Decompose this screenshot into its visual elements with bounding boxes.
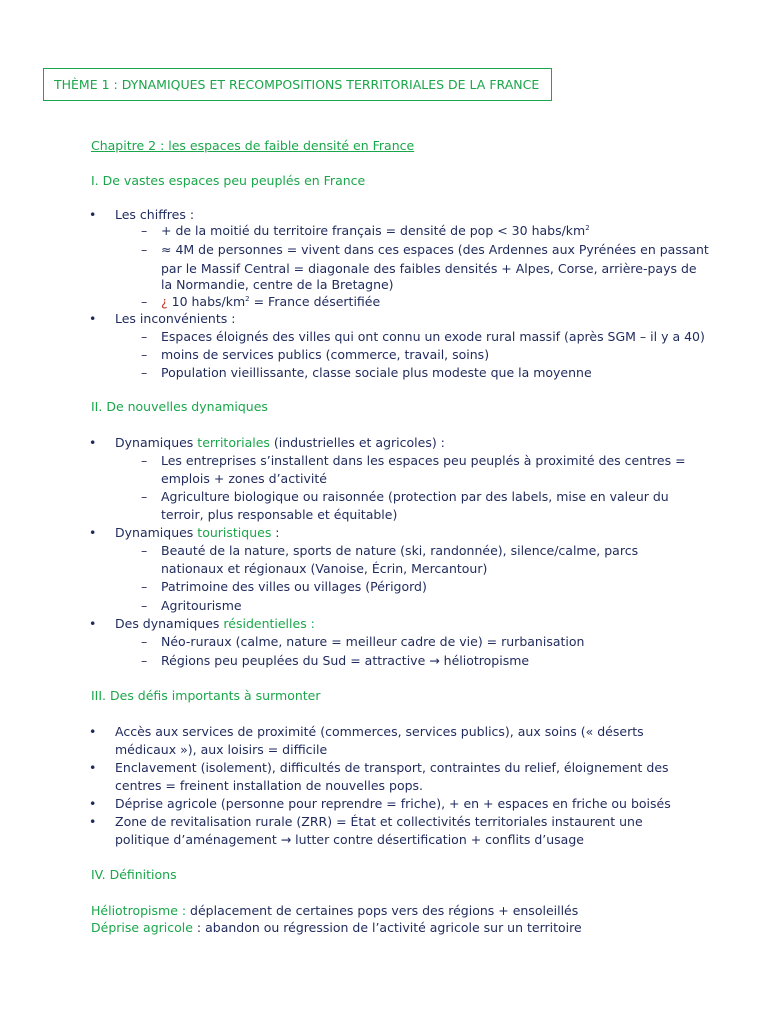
inconvenient-1: – Espaces éloignés des villes qui ont connu un exode rural massif (après SGM – il y a 40) bbox=[161, 328, 705, 346]
dyn-3-prefix: Des dynamiques bbox=[115, 616, 224, 631]
dyn-2-item-1-line-2: nationaux et régionaux (Vanoise, Écrin, Mercantour) bbox=[161, 561, 488, 576]
dyn-3-item-1: – Néo-ruraux (calme, nature = meilleur cadre de vie) = rurbanisation bbox=[161, 633, 584, 651]
dyn-2-item-3: – Agritourisme bbox=[161, 597, 242, 615]
definition-2-term: Déprise agricole bbox=[91, 920, 193, 935]
dyn-2-item-1-line-1: – Beauté de la nature, sports de nature (ski, randonnée), silence/calme, parcs bbox=[161, 542, 638, 560]
chiffre-3 bbox=[161, 293, 380, 311]
section-3-title: III. Des défis importants à surmonter bbox=[91, 688, 321, 703]
chiffre-1 bbox=[161, 222, 590, 240]
dyn-2-prefix: Dynamiques bbox=[115, 525, 198, 540]
inconvenient-3: – Population vieillissante, classe sociale plus modeste que la moyenne bbox=[161, 364, 592, 382]
theme-title-box bbox=[43, 68, 552, 101]
dyn-2-suffix: : bbox=[271, 525, 280, 540]
dyn-2-highlight: touristiques bbox=[197, 525, 272, 540]
theme-title: THÈME 1 : DYNAMIQUES ET RECOMPOSITIONS TERRITORIALES DE LA FRANCE bbox=[54, 77, 540, 92]
section-1-title: I. De vastes espaces peu peuplés en France bbox=[91, 173, 366, 188]
bullet-dyn-residentielles bbox=[115, 615, 315, 633]
section-4-title: IV. Définitions bbox=[91, 867, 177, 882]
section-2-title: II. De nouvelles dynamiques bbox=[91, 399, 268, 414]
defi-1-line-2: médicaux »), aux loisirs = difficile bbox=[115, 742, 328, 757]
chiffre-3-sup: 2 bbox=[245, 295, 250, 303]
chapter-title: Chapitre 2 : les espaces de faible densité en France bbox=[91, 138, 415, 153]
chiffre-3-text-a: 10 habs/km bbox=[167, 294, 246, 309]
dyn-1-item-2-line-1: – Agriculture biologique ou raisonnée (protection par des labels, mise en valeur du bbox=[161, 488, 669, 506]
defi-4-line-1: • Zone de revitalisation rurale (ZRR) = État et collectivités territoriales instaurent une bbox=[115, 813, 643, 831]
chiffre-3-symbol: ¿ bbox=[161, 294, 168, 309]
dyn-3-highlight: résidentielles : bbox=[223, 616, 315, 631]
defi-2-line-1: • Enclavement (isolement), difficultés de transport, contraintes du relief, éloignement des bbox=[115, 759, 669, 777]
bullet-chiffres: • Les chiffres : bbox=[115, 206, 194, 224]
inconvenient-2: – moins de services publics (commerce, travail, soins) bbox=[161, 346, 489, 364]
dyn-3-item-2: – Régions peu peuplées du Sud = attractive → héliotropisme bbox=[161, 652, 529, 670]
bullet-dyn-territoriales bbox=[115, 434, 445, 452]
dyn-1-item-1-line-1: – Les entreprises s’installent dans les espaces peu peuplés à proximité des centres = bbox=[161, 452, 686, 470]
definition-heliotropisme bbox=[91, 902, 578, 920]
dyn-1-suffix: (industrielles et agricoles) : bbox=[269, 435, 445, 450]
chiffre-1-sup: 2 bbox=[585, 224, 590, 232]
definition-1-term: Héliotropisme : bbox=[91, 903, 187, 918]
chiffre-2-line-1: – ≈ 4M de personnes = vivent dans ces espaces (des Ardennes aux Pyrénées en passant bbox=[161, 241, 709, 259]
bullet-inconvenients: • Les inconvénients : bbox=[115, 310, 235, 328]
definition-deprise bbox=[91, 919, 582, 937]
bullet-dyn-touristiques bbox=[115, 524, 280, 542]
defi-2-line-2: centres = freinent installation de nouvelles pops. bbox=[115, 778, 424, 793]
defi-1-line-1: • Accès aux services de proximité (commerces, services publics), aux soins (« déserts bbox=[115, 723, 644, 741]
defi-4-line-2: politique d’aménagement → lutter contre désertification + conflits d’usage bbox=[115, 832, 584, 847]
defi-3: • Déprise agricole (personne pour reprendre = friche), + en + espaces en friche ou boisés bbox=[115, 795, 671, 813]
dyn-1-prefix: Dynamiques bbox=[115, 435, 198, 450]
definition-2-text: : abandon ou régression de l’activité agricole sur un territoire bbox=[192, 920, 582, 935]
chiffre-2-line-3: la Normandie, centre de la Bretagne) bbox=[161, 277, 394, 292]
definition-1-text: déplacement de certaines pops vers des régions + ensoleillés bbox=[186, 903, 579, 918]
dyn-1-item-2-line-2: terroir, plus responsable et équitable) bbox=[161, 507, 398, 522]
chiffre-2-line-2: par le Massif Central = diagonale des faibles densités + Alpes, Corse, arrière-pays de bbox=[161, 261, 697, 276]
dyn-2-item-2: – Patrimoine des villes ou villages (Périgord) bbox=[161, 578, 427, 596]
dyn-1-item-1-line-2: emplois + zones d’activité bbox=[161, 471, 327, 486]
chiffre-3-text-b: = France désertifiée bbox=[249, 294, 381, 309]
dyn-1-highlight: territoriales bbox=[197, 435, 270, 450]
chiffre-1-text: + de la moitié du territoire français = densité de pop < 30 habs/km bbox=[161, 223, 586, 238]
